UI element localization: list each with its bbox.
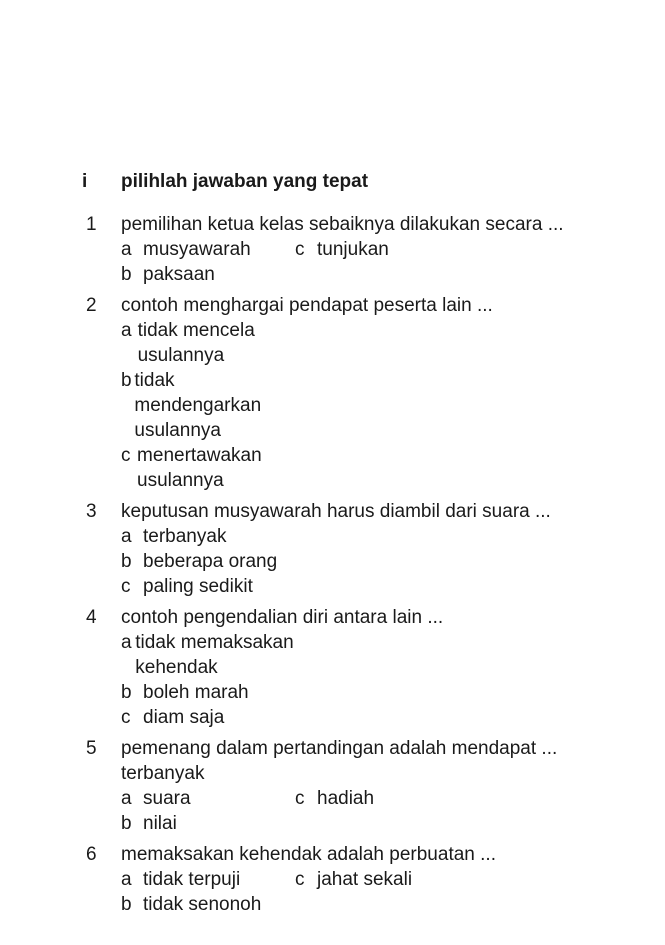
option-line [82, 318, 642, 368]
question-number-cell [82, 212, 121, 237]
answer-option[interactable] [121, 549, 295, 574]
option-letter: c [121, 576, 131, 597]
question-item [82, 212, 642, 287]
option-letter: b [121, 682, 132, 703]
question-item [82, 605, 642, 730]
option-line [82, 892, 642, 917]
question-row [82, 605, 642, 630]
question-list [82, 212, 642, 923]
option-letter: c [295, 788, 305, 809]
question-row [82, 212, 642, 237]
answer-option[interactable] [295, 237, 469, 262]
answer-option[interactable] [121, 630, 295, 680]
question-text: pemenang dalam pertandingan adalah mendapat ... [121, 738, 558, 759]
option-letter: b [121, 264, 132, 285]
option-line [82, 443, 642, 493]
option-text: tidak mencela usulannya [137, 320, 255, 366]
question-row [82, 842, 642, 867]
option-text: tidak mendengarkan usulannya [134, 370, 262, 441]
option-line [82, 705, 642, 730]
option-letter: b [121, 894, 132, 915]
answer-option[interactable] [121, 574, 295, 599]
option-line [82, 262, 642, 287]
option-text: musyawarah [143, 239, 251, 260]
option-line [82, 524, 642, 549]
option-line [82, 549, 642, 574]
answer-option[interactable] [121, 811, 295, 836]
option-letter: a [121, 526, 132, 547]
option-letter: b [121, 813, 132, 834]
option-text: jahat sekali [317, 869, 413, 890]
question-number-cell [82, 605, 121, 630]
option-text: boleh marah [143, 682, 249, 703]
question-number: 1 [86, 214, 97, 235]
question-text: keputusan musyawarah harus diambil dari suara ... [121, 501, 551, 522]
option-letter: b [121, 551, 132, 572]
option-text: paling sedikit [143, 576, 253, 597]
question-number-cell [82, 499, 121, 524]
section-heading [82, 170, 368, 194]
question-number-cell [82, 293, 121, 318]
answer-option[interactable] [295, 786, 469, 811]
option-letter: c [121, 707, 131, 728]
question-item [82, 293, 642, 493]
question-row [82, 293, 642, 318]
option-letter: a [121, 320, 132, 341]
question-text: pemilihan ketua kelas sebaiknya dilakukan secara ... [121, 214, 564, 235]
question-text-continuation: terbanyak [121, 763, 205, 784]
answer-option[interactable] [121, 892, 295, 917]
option-line [82, 237, 642, 262]
option-text: tidak memaksakan kehendak [135, 632, 294, 678]
option-line [82, 680, 642, 705]
question-row [82, 499, 642, 524]
answer-option[interactable] [121, 786, 295, 811]
option-letter: a [121, 788, 132, 809]
answer-option[interactable] [121, 318, 295, 368]
answer-option[interactable] [121, 368, 295, 443]
option-letter: a [121, 632, 132, 653]
section-number: i [82, 171, 88, 192]
question-item [82, 736, 642, 836]
option-text: diam saja [143, 707, 225, 728]
question-number-cell [82, 736, 121, 761]
option-line [82, 867, 642, 892]
option-text: tidak terpuji [143, 869, 241, 890]
option-text: tunjukan [317, 239, 389, 260]
answer-option[interactable] [121, 680, 295, 705]
option-text: paksaan [143, 264, 215, 285]
option-line [82, 574, 642, 599]
question-item [82, 842, 642, 917]
option-text: tidak senonoh [143, 894, 262, 915]
question-row [82, 736, 642, 761]
question-text: contoh menghargai pendapat peserta lain ... [121, 295, 493, 316]
option-line [82, 786, 642, 811]
question-text: contoh pengendalian diri antara lain ... [121, 607, 444, 628]
answer-option[interactable] [121, 705, 295, 730]
answer-option[interactable] [121, 443, 295, 493]
answer-option[interactable] [295, 867, 469, 892]
section-title: pilihlah jawaban yang tepat [121, 171, 369, 192]
question-number: 5 [86, 738, 97, 759]
question-number: 6 [86, 844, 97, 865]
option-text: terbanyak [143, 526, 227, 547]
option-letter: c [121, 445, 131, 466]
question-text: memaksakan kehendak adalah perbuatan ... [121, 844, 496, 865]
answer-option[interactable] [121, 867, 295, 892]
option-line [82, 630, 642, 680]
option-letter: a [121, 239, 132, 260]
option-letter: c [295, 869, 305, 890]
option-letter: c [295, 239, 305, 260]
option-text: nilai [143, 813, 177, 834]
question-number: 2 [86, 295, 97, 316]
question-item [82, 499, 642, 599]
option-text: beberapa orang [143, 551, 278, 572]
answer-option[interactable] [121, 237, 295, 262]
question-number: 4 [86, 607, 97, 628]
question-number-cell [82, 842, 121, 867]
option-line [82, 368, 642, 443]
answer-option[interactable] [121, 524, 295, 549]
option-line [82, 811, 642, 836]
answer-option[interactable] [121, 262, 295, 287]
option-letter: a [121, 869, 132, 890]
option-letter: b [121, 370, 132, 391]
question-number: 3 [86, 501, 97, 522]
option-text: hadiah [317, 788, 375, 809]
option-text: suara [143, 788, 191, 809]
option-text: menertawakan usulannya [137, 445, 262, 491]
